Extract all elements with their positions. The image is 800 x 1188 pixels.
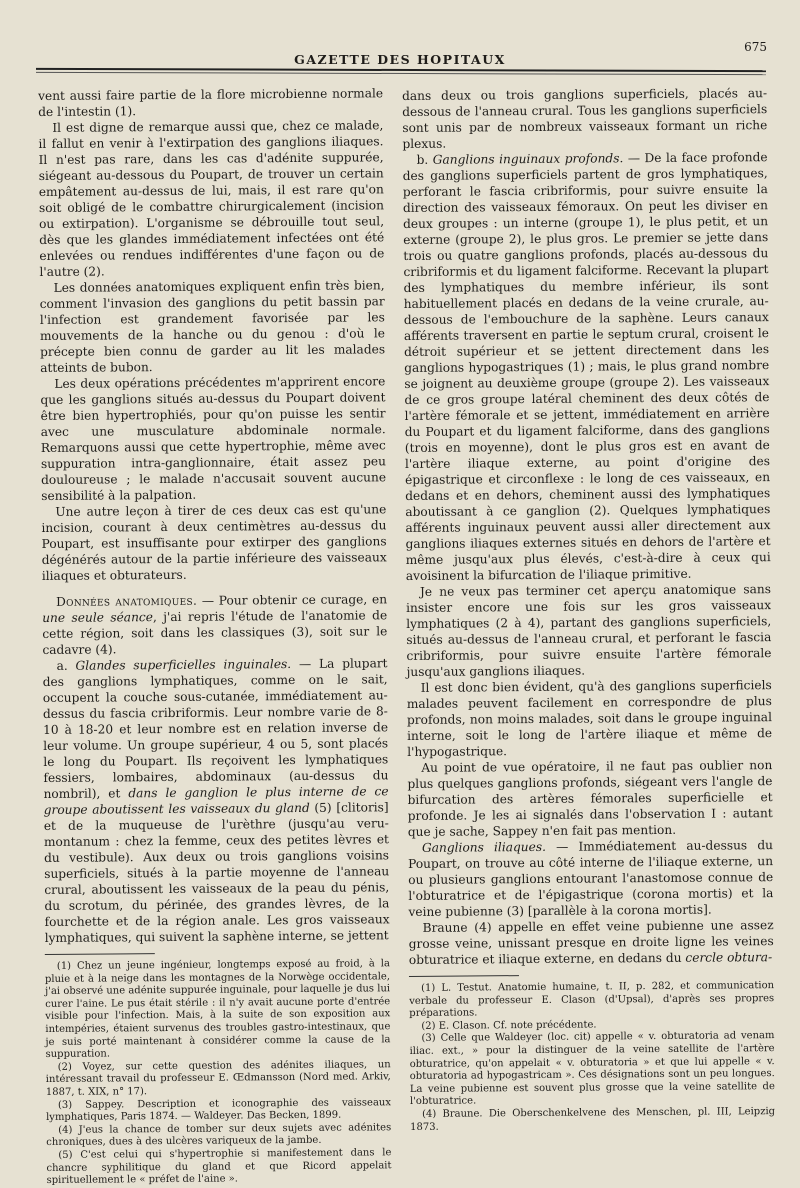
page-number: 675 [744,40,767,54]
section-paragraph: Données anatomiques. — Pour obtenir ce curage, en une seule séance, j'ai repris l'étude de l'anatomie de cette région, soit dans les classiques (3), soit sur le cadavre (4). [42,592,388,657]
footnote: (3) Sappey. Description et iconographie des vaisseaux lymphatiques, Paris 1874. — Waldeyer. Das Becken, 1899. [46,1096,392,1124]
section-heading: Données anatomiques. [55,593,198,609]
right-column [402,85,775,1134]
paragraph: Je ne veux pas terminer cet aperçu anatomique sans insister encore une fois sur les gros vaisseaux lymphatiques (2 à 4), partant des ganglions superficiels, situés au-dessus de l'anneau crural, et perforant le fascia cribriformis, pour suivre ensuite l'artère fémorale jusqu'aux ganglions iliaques. [406,582,772,679]
footnote: (2) Voyez, sur cette question des adénites iliaques, un intéressant travail du professeur E. Œdmansson (Nord med. Arkiv, 1887, t. XIX, n° 17). [45,1059,391,1098]
header-rule-thin [36,72,766,75]
paragraph: b. Ganglions inguinaux profonds. — De la face profonde des ganglions superficiels partent de gros lymphatiques, perforant le fascia cribriformis, pour suivre ensuite la direction des vaisseaux fémoraux. On peut les diviser en deux groupes : un interne (groupe 1), le plus petit, et un externe (groupe 2), le plus gros. Le premier se jette dans trois ou quatre ganglions profonds, placés au-dessous du cribriformis et du ligament falciforme. Recevant la plupart des lymphatiques du membre inférieur, ils sont habituellement placés en dedans de la veine crurale, au-dessous de l'embouchure de la saphène. Leurs canaux afférents traversent en partie le septum crural, croisent le détroit supérieur et se jettent directement dans les ganglions hypogastriques (1) ; mais, le plus grand nombre se joignent au deuxième groupe (groupe 2). Les vaisseaux de ce gros groupe latéral cheminent des deux côtés de l'artère fémorale et se jettent, immédiatement en arrière du Poupart et du ligament falciforme, dans des ganglions (trois en moyenne), dont le plus gros est en avant de l'artère iliaque externe, au point d'origine des épigastrique et circonflexe : le long de ces vaisseaux, en dedans et en dehors, cheminent aussi des lymphatiques aboutissant à ce ganglion (2). Quelques lymphatiques afférents inguinaux peuvent aussi aller directement aux ganglions iliaques externes situés en dehors de l'artère et même jusqu'aux plus élevés, c'est-à-dire à ceux qui avoisinent la bifurcation de l'iliaque primitive. [402,150,771,583]
paragraph: Braune (4) appelle en effet veine pubienne une assez grosse veine, unissant presque en droite ligne les veines obturatrice et iliaque externe, en dedans du cercle obtura- [408,918,774,967]
paragraph: vent aussi faire partie de la flore microbienne normale de l'intestin (1). [38,86,384,119]
subheading: Ganglions inguinaux profonds. [432,151,624,167]
paragraph: Une autre leçon à tirer de ces deux cas est qu'une incision, courant à deux centimètres au-dessus du Poupart, est insuffisante pour extirper des ganglions dégénérés autour de la partie inférieure des vaisseaux iliaques et obturateurs. [41,502,387,583]
footnote: (1) Chez un jeune ingénieur, longtemps exposé au froid, à la pluie et à la neige dans les montagnes de la Norwège occidentale, j'ai observé une adénite suppurée inguinale, pour laquelle je dus lui curer l'aine. Le pus était stérile : il n'y avait aucune porte d'entrée visible pour l'infection. Mais, à la suite de son exposition aux intempéries, étaient survenus des troubles gastro-intestinaux, que je suis porté maintenant à considérer comme la cause de la suppuration. [44,958,391,1061]
paragraph: Les données anatomiques expliquent enfin très bien, comment l'invasion des ganglions du petit bassin par l'infection est grandement favorisée par les mouvements de la hanche ou du genou : d'où le précepte bien connu de garder au lit les malades atteints de bubon. [39,278,386,375]
paragraph: Il est donc bien évident, qu'à des ganglions superficiels malades peuvent facilement en correspondre de plus profonds, non moins malades, soit dans le groupe inguinal interne, soit le long de l'artère iliaque et même de l'hypogastrique. [406,678,773,759]
paragraph: Il est digne de remarque aussi que, chez ce malade, il fallut en venir à l'extirpation des ganglions iliaques. Il n'est pas rare, dans les cas d'adénite suppurée, siégeant au-dessous du Poupart, de trouver un certain empâtement au-dessus de lui, mais, il est rare qu'on soit obligé de le combattre chirurgicalement (incision ou extirpation). L'organisme se débrouille tout seul, dès que les glandes immédiatement infectées ont été enlevées ou rendues indifférentes d'une façon ou de l'autre (2). [38,118,385,279]
footnote: (4) J'eus la chance de tomber sur deux sujets avec adénites chroniques, dues à des ulcères variqueux de la jambe. [46,1121,392,1149]
paragraph: dans deux ou trois ganglions superficiels, placés au-dessous de l'anneau crural. Tous les ganglions superficiels sont unis par de nombreux vaisseaux formant un riche plexus. [402,86,768,151]
paragraph: Les deux opérations précédentes m'apprirent encore que les ganglions situés au-dessus du Poupart doivent être bien hypertrophiés, pour qu'on puisse les sentir avec une musculature abdominale normale. Remarquons aussi que cette hypertrophie, même avec suppuration intra-ganglionnaire, était assez peu douloureuse ; le malade n'accusait souvent aucune sensibilité à la palpation. [40,374,387,503]
subheading: Ganglions iliaques. [421,839,547,855]
subheading: Glandes superficielles inguinales. [75,657,292,673]
footnote: (2) E. Clason. Cf. note précédente. [421,1019,597,1032]
footnote: (5) C'est celui qui s'hypertrophie si manifestement dans le chancre syphilitique du gland et que Ricord appelait spirituellement le « préfet de l'aine ». [46,1147,392,1187]
paragraph: Ganglions iliaques. — Immédiatement au-dessus du Poupart, on trouve au côté interne de l'iliaque externe, un ou plusieurs ganglions entourant l'anastomose connue de l'obturatrice et de l'épigastrique (corona mortis) et la veine pubienne (3) [parallèle à la corona mortis]. [408,838,774,919]
footnote: (3) Celle que Waldeyer (loc. cit) appelle « v. obturatoria ad venam iliac. ext., » pour la distinguer de la veine satellite de l'artère obturatrice, qu'on appelait « v. obturatoria » et que lui appelle « v. obturatoria ad hypogastricam ». Ces désignations sont un peu longues. La veine pubienne est souvent plus grosse que la veine satellite de l'obturatrice. [409,1030,775,1108]
footnote: (4) Braune. Die Oberschenkelvene des Menschen, pl. III, Leipzig 1873. [410,1106,776,1133]
footnote-divider [409,975,519,977]
journal-title: GAZETTE DES HOPITAUX [294,52,506,67]
paragraph: Au point de vue opératoire, il ne faut pas oublier non plus quelques ganglions profonds, siégeant vers l'angle de bifurcation des artères fémorales superficielle et profonde. Je les ai signalés dans l'observation I : autant que je sache, Sappey n'en fait pas mention. [407,758,773,839]
footnote: (1) L. Testut. Anatomie humaine, t. II, p. 282, et communication verbale du professeur E. Clason (d'Upsal), d'après ses propres préparations. [409,980,775,1020]
left-column [38,85,392,1187]
footnote-divider [45,953,155,955]
paragraph: a. Glandes superficielles inguinales. — La plupart des ganglions lymphatiques, comme on le sait, occupent la couche sous-cutanée, immédiatement au-dessus du fascia cribriformis. Leur nombre varie de 8-10 à 18-20 et leur nombre est en relation inverse de leur volume. Un groupe supérieur, 4 ou 5, sont placés le long du Poupart. Ils reçoivent les lymphatiques fessiers, lombaires, abdominaux (au-dessus du nombril), et dans le ganglion le plus interne de ce groupe aboutissent les vaisseaux du gland (5) [clitoris] et de la muqueuse de l'urèthre (jusqu'au veru-montanum : chez la femme, ceux des petites lèvres et du vestibule). Aux deux ou trois ganglions voisins superficiels, situés à la partie moyenne de l'anneau crural, aboutissent les vaisseaux de la peau du pénis, du scrotum, du périnée, des grandes lèvres, de la fourchette et de la région anale. Les gros vaisseaux lymphatiques, qui suivent la saphène interne, se jettent [42,656,390,945]
